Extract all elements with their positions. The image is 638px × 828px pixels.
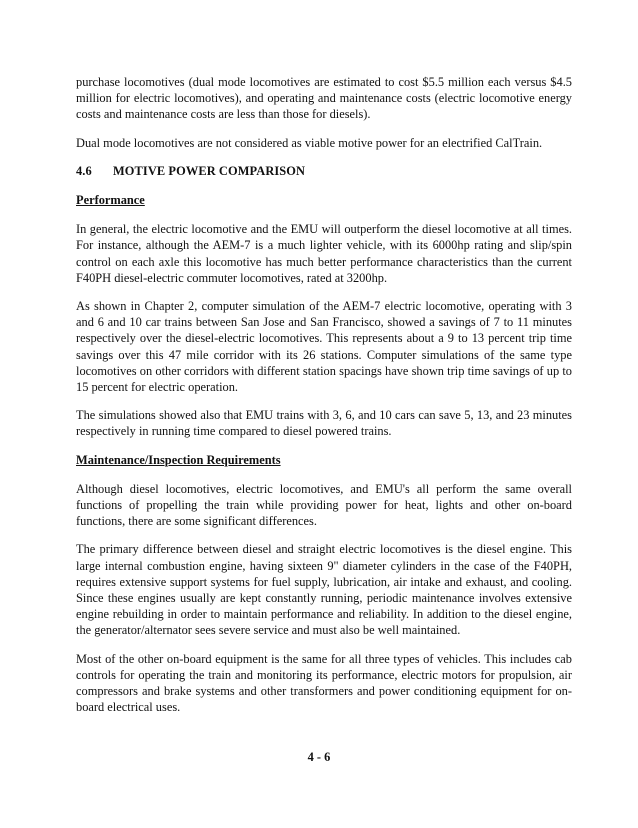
paragraph-performance-general: In general, the electric locomotive and the EMU will outperform the diesel locomotive at all times. For instance, although the AEM-7 is a much lighter vehicle, with its 6000hp rating and slip/spin control on each axle this locomotive has much better performance characteristics than the current F40PH diesel-electric commuter locomotives, rated at 3200hp. <box>76 222 572 285</box>
section-heading <box>76 163 572 179</box>
section-number: 4.6 <box>76 163 92 178</box>
section-title: MOTIVE POWER COMPARISON <box>113 163 306 178</box>
subheading-maintenance: Maintenance/Inspection Requirements <box>76 452 281 467</box>
paragraph-dual-mode: Dual mode locomotives are not considered as viable motive power for an electrified CalTrain. <box>76 135 543 150</box>
paragraph-maintenance-onboard: Most of the other on-board equipment is the same for all three types of vehicles. This includes cab controls for operating the train and monitoring its performance, electric motors for propulsion, air compressors and brake systems and other transformers and power conditioning equipment for on-board electrical uses. <box>76 651 572 715</box>
paragraph-performance-emu: The simulations showed also that EMU trains with 3, 6, and 10 cars can save 5, 13, and 23 minutes respectively in running time compared to diesel powered trains. <box>76 408 572 439</box>
paragraph-maintenance-diesel-engine: The primary difference between diesel and straight electric locomotives is the diesel engine. This large internal combustion engine, having sixteen 9" diameter cylinders in the case of the F40PH, requires extensive support systems for fuel supply, lubrication, air intake and exhaust, and cooling. Since these engines usually are kept constantly running, periodic maintenance involves extensive engine rebuilding in order to maintain performance and reliability. In addition to the diesel engine, the generator/alternator sees severe service and must also be well maintained. <box>76 542 572 638</box>
paragraph-cost-comparison: purchase locomotives (dual mode locomotives are estimated to cost $5.5 million each versus $4.5 million for electric locomotives), and operating and maintenance costs (electric locomotive energy costs and maintenance costs are less than those for diesels). <box>76 75 572 122</box>
paragraph-maintenance-overview: Although diesel locomotives, electric locomotives, and EMU's all perform the same overall functions of propelling the train while providing power for heat, lights and other on-board functions, there are some significant differences. <box>76 481 572 529</box>
paragraph-performance-simulation: As shown in Chapter 2, computer simulation of the AEM-7 electric locomotive, operating with 3 and 6 and 10 car trains between San Jose and San Francisco, showed a savings of 7 to 11 minutes respectively over the diesel-electric locomotives. This represents about a 9 to 13 percent trip time savings over this 47 mile corridor with its 26 stations. Computer simulations of the same type locomotives on other corridors with different station spacings have shown trip time savings of up to 15 percent for electric operation. <box>76 299 572 395</box>
page-number: 4 - 6 <box>307 750 331 764</box>
document-page <box>76 74 572 728</box>
subheading-performance: Performance <box>76 193 145 208</box>
